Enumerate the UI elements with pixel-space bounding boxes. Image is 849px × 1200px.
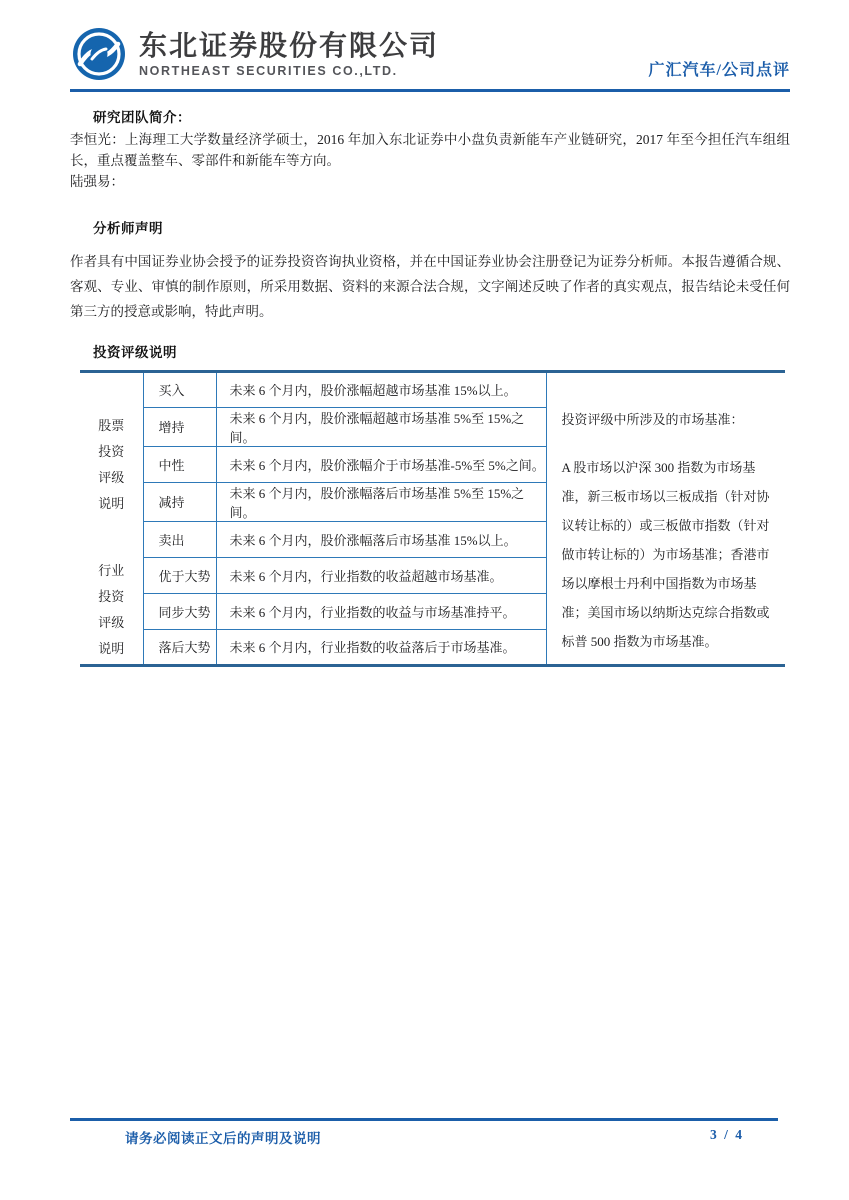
benchmark-body: A 股市场以沪深 300 指数为市场基准，新三板市场以三板成指（针对协议转让标的）或三板做市指数（针对做市转让标的）为市场基准；香港市场以摩根士丹利中国指数为市场基准；美国市场以纳斯达克综合指数或标普 500 指数为市场基准。 (561, 459, 770, 649)
rating-desc: 未来 6 个月内，股价涨幅落后市场基准 15%以上。 (216, 521, 546, 557)
header-divider (70, 89, 790, 92)
footer-divider (70, 1118, 778, 1121)
rating-desc: 未来 6 个月内，行业指数的收益落后于市场基准。 (216, 629, 546, 665)
industry-group-label: 行业投资评级说明 (80, 557, 143, 665)
rating-desc: 未来 6 个月内，行业指数的收益与市场基准持平。 (216, 593, 546, 629)
rating-desc: 未来 6 个月内，股价涨幅超越市场基准 5%至 15%之间。 (216, 407, 546, 446)
benchmark-title: 投资评级中所涉及的市场基准： (561, 411, 744, 427)
rating-label: 增持 (143, 407, 216, 446)
team-intro-text: 李恒光：上海理工大学数量经济学硕士，2016 年加入东北证券中小盘负责新能车产业链研究，2017 年至今担任汽车组组长，重点覆盖整车、零部件和新能车等方向。 (70, 132, 790, 168)
rating-desc: 未来 6 个月内，股价涨幅介于市场基准-5%至 5%之间。 (216, 446, 546, 482)
team-heading: 研究团队简介： (93, 110, 191, 125)
rating-label: 卖出 (143, 521, 216, 557)
analyst-section (70, 217, 790, 324)
team-section (70, 106, 790, 193)
company-name-en: NORTHEAST SECURITIES CO.,LTD. (139, 63, 398, 78)
footer-disclaimer: 请务必阅读正文后的声明及说明 (125, 1131, 321, 1146)
rating-table (80, 370, 785, 667)
table-row (80, 371, 785, 407)
company-logo-icon (70, 26, 128, 82)
page-number: 3 / 4 (709, 1127, 744, 1142)
stock-group-label: 股票投资评级说明 (80, 371, 143, 557)
team-member2-text: 陆强易： (70, 174, 124, 189)
rating-label: 中性 (143, 446, 216, 482)
analyst-statement-text: 作者具有中国证券业协会授予的证券投资咨询执业资格，并在中国证券业协会注册登记为证券分析师。本报告遵循合规、客观、专业、审慎的制作原则，所采用数据、资料的来源合法合规，文字阐述反映了作者的真实观点，报告结论未受任何第三方的授意或影响，特此声明。 (70, 253, 790, 319)
rating-section (70, 341, 790, 667)
rating-label: 优于大势 (143, 557, 216, 593)
rating-label: 减持 (143, 482, 216, 521)
report-category-tag: 广汇汽车/公司点评 (648, 62, 790, 79)
company-brand (70, 26, 439, 82)
page-header (70, 26, 790, 82)
rating-desc: 未来 6 个月内，股价涨幅超越市场基准 15%以上。 (216, 371, 546, 407)
page-footer (70, 1118, 778, 1147)
rating-desc: 未来 6 个月内，行业指数的收益超越市场基准。 (216, 557, 546, 593)
company-name-cn: 东北证券股份有限公司 (139, 29, 440, 61)
analyst-heading: 分析师声明 (93, 220, 163, 236)
benchmark-cell (546, 371, 785, 665)
rating-heading: 投资评级说明 (93, 344, 177, 360)
rating-label: 同步大势 (143, 593, 216, 629)
company-names (139, 31, 439, 78)
rating-desc: 未来 6 个月内，股价涨幅落后市场基准 5%至 15%之间。 (216, 482, 546, 521)
rating-label: 买入 (143, 371, 216, 407)
rating-label: 落后大势 (143, 629, 216, 665)
